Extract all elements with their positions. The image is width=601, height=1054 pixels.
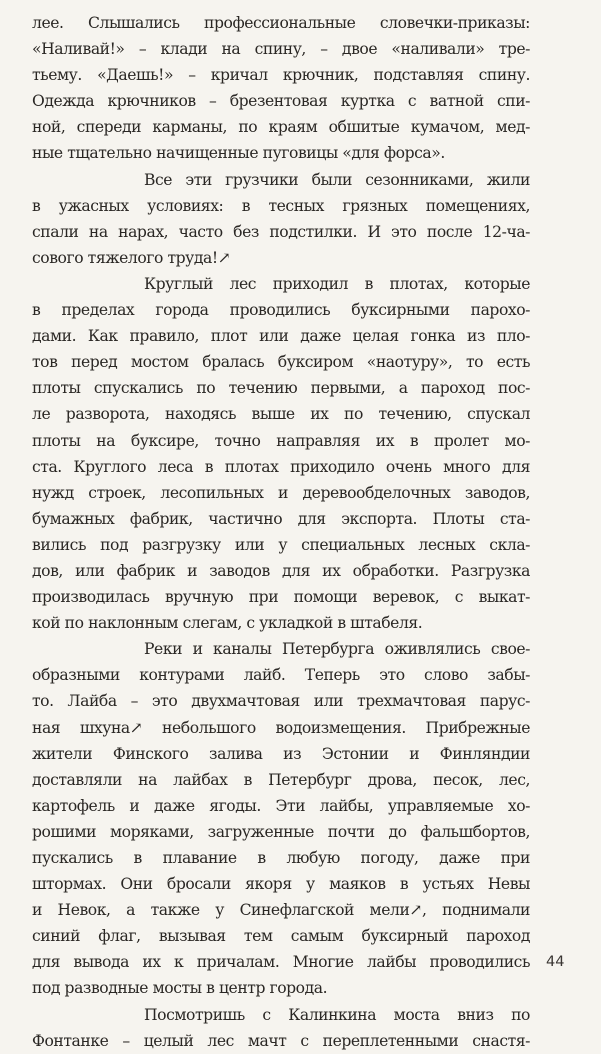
- text-line: производилась вручную при помощи веревок, с выкат-: [32, 588, 530, 607]
- text-line: ные тщательно начищенные пуговицы «для форса».: [32, 144, 445, 163]
- page-number: 44: [546, 954, 565, 970]
- text-line: плоты на буксире, точно направляя их в пролет мо-: [32, 431, 530, 450]
- text-line: пускались в плавание в любую погоду, даже при: [32, 849, 530, 867]
- text-line: ле разворота, находясь выше их по течению, спускал: [32, 405, 530, 424]
- text-line: в ужасных условиях: в тесных грязных помещениях,: [32, 196, 530, 215]
- text-line: Круглый лес приходил в плотах, которые: [144, 274, 530, 293]
- text-line: под разводные мосты в центр города.: [32, 979, 328, 998]
- text-line: вились под разгрузку или у специальных лесных скла-: [32, 535, 530, 554]
- text-line: сового тяжелого труда!↗: [32, 248, 231, 267]
- text-line: образными контурами лайб. Теперь это слово забы-: [32, 666, 530, 685]
- text-line: Посмотришь с Калинкина моста вниз по: [144, 1005, 530, 1024]
- text-line: Одежда крючников – брезентовая куртка с ватной спи-: [32, 92, 530, 111]
- text-line: «Наливай!» – клади на спину, – двое «наливали» тре-: [32, 40, 530, 59]
- text-line: ная шхуна↗ небольшого водоизмещения. Прибрежные: [32, 718, 530, 737]
- text-line: кой по наклонным слегам, с укладкой в штабеля.: [32, 614, 423, 633]
- text-line: синий флаг, вызывая тем самым буксирный пароход: [32, 927, 530, 946]
- text-line: бумажных фабрик, частично для экспорта. Плоты ста-: [32, 509, 530, 528]
- text-line: плоты спускались по течению первыми, а пароход пос-: [32, 379, 530, 398]
- text-line: ной, спереди карманы, по краям обшитые кумачом, мед-: [32, 118, 530, 137]
- text-line: спали на нарах, часто без подстилки. И это после 12-ча-: [32, 222, 530, 241]
- text-line: дами. Как правило, плот или даже целая гонка из пло-: [32, 327, 530, 346]
- text-line: картофель и даже ягоды. Эти лайбы, управляемые хо-: [32, 796, 530, 815]
- text-line: для вывода их к причалам. Многие лайбы проводились: [32, 953, 530, 972]
- text-line: в пределах города проводились буксирными парохо-: [32, 301, 530, 320]
- text-line: Реки и каналы Петербурга оживлялись свое-: [144, 640, 530, 659]
- text-line: лее. Слышались профессиональные словечки-приказы:: [32, 14, 530, 32]
- text-line: тов перед мостом бралась буксиром «наотуру», то есть: [32, 353, 530, 372]
- text-line: жители Финского залива из Эстонии и Финляндии: [32, 744, 530, 763]
- text-line: то. Лайба – это двухмачтовая или трехмачтовая парус-: [32, 692, 530, 711]
- text-line: нужд строек, лесопильных и деревообделочных заводов,: [32, 483, 530, 502]
- text-line: доставляли на лайбах в Петербург дрова, песок, лес,: [32, 770, 530, 789]
- text-line: Фонтанке – целый лес мачт с переплетенными снастя-: [32, 1031, 530, 1050]
- text-line: Все эти грузчики были сезонниками, жили: [144, 170, 530, 189]
- text-line: штормах. Они бросали якоря у маяков в устьях Невы: [32, 875, 530, 894]
- text-line: тьему. «Даешь!» – кричал крючник, подставляя спину.: [32, 66, 530, 85]
- text-line: дов, или фабрик и заводов для их обработки. Разгрузка: [32, 561, 530, 580]
- body-text: [32, 10, 530, 1054]
- text-line: рошими моряками, загруженные почти до фальшбортов,: [32, 822, 530, 841]
- text-line: и Невок, а также у Синефлагской мели↗, поднимали: [32, 901, 530, 920]
- text-line: ста. Круглого леса в плотах приходило очень много для: [32, 457, 530, 476]
